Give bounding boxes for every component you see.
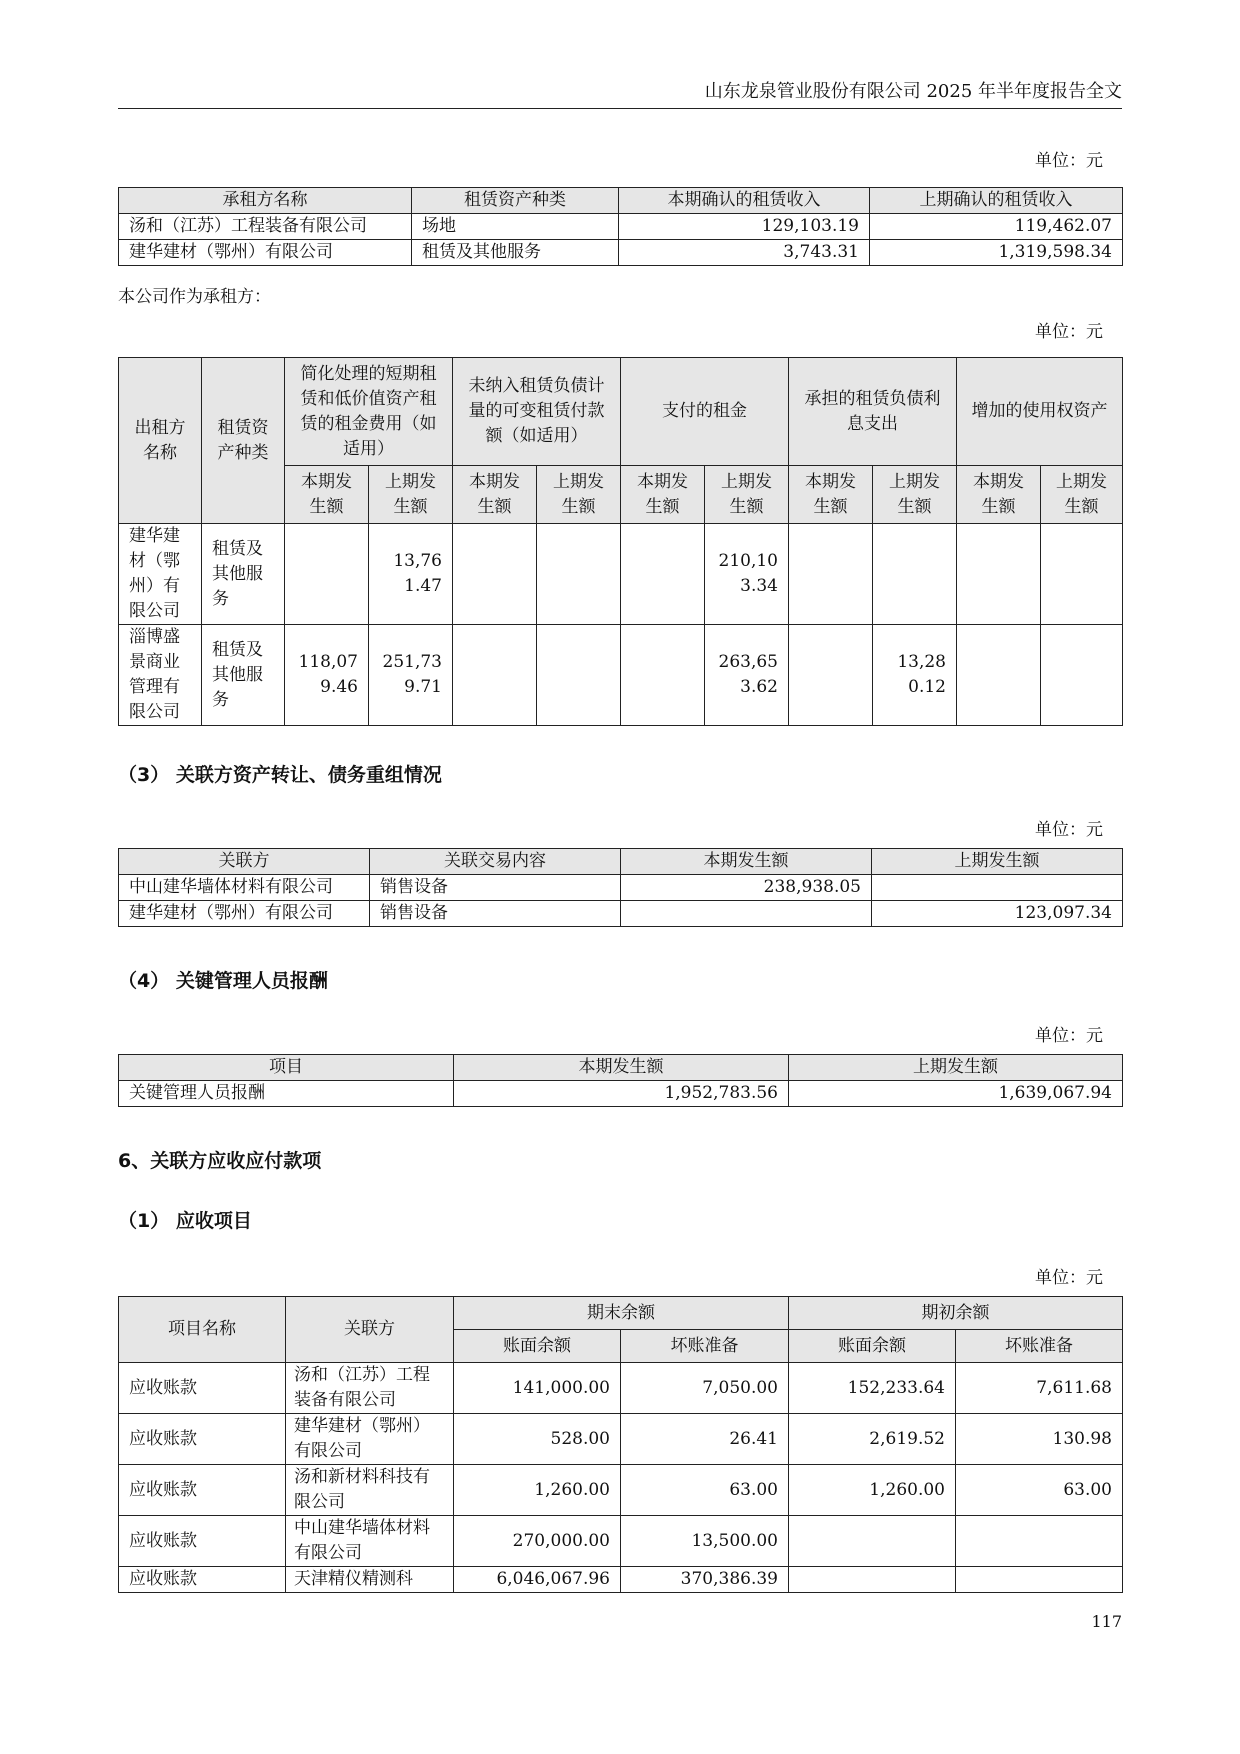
column-header: 上期确认的租赁收入 — [870, 188, 1123, 214]
table-cell: 2,619.52 — [789, 1414, 956, 1465]
table-row — [119, 1414, 1123, 1465]
table-cell: 天津精仪精测科 — [286, 1567, 454, 1593]
table-header-row — [119, 358, 1123, 466]
table-cell: 建华建材（鄂州）有限公司 — [119, 524, 202, 625]
column-header: 本期发生额 — [453, 466, 537, 524]
table-cell: 场地 — [412, 214, 619, 240]
column-header: 关联交易内容 — [370, 849, 621, 875]
table-row — [119, 1363, 1123, 1414]
table-cell: 130.98 — [956, 1414, 1123, 1465]
table-row — [119, 625, 1123, 726]
column-header: 坏账准备 — [956, 1330, 1123, 1363]
table-header-row — [119, 188, 1123, 214]
table-cell: 270,000.00 — [454, 1516, 621, 1567]
table-cell: 13,500.00 — [621, 1516, 789, 1567]
table-cell: 129,103.19 — [619, 214, 870, 240]
column-header: 本期发生额 — [454, 1055, 789, 1081]
column-header: 本期发生额 — [621, 849, 872, 875]
table-cell — [1041, 524, 1123, 625]
column-header: 本期确认的租赁收入 — [619, 188, 870, 214]
page-number: 117 — [1091, 1612, 1122, 1631]
table-cell: 1,260.00 — [789, 1465, 956, 1516]
table-cell — [789, 625, 873, 726]
column-header: 未纳入租赁负债计量的可变租赁付款额（如适用） — [453, 358, 621, 466]
column-header: 坏账准备 — [621, 1330, 789, 1363]
table-row — [119, 875, 1123, 901]
table-cell: 建华建材（鄂州）有限公司 — [119, 240, 412, 266]
table-cell: 3,743.31 — [619, 240, 870, 266]
table-cell: 7,050.00 — [621, 1363, 789, 1414]
table-row — [119, 1081, 1123, 1107]
column-header: 承租方名称 — [119, 188, 412, 214]
table-cell: 汤和（江苏）工程装备有限公司 — [119, 214, 412, 240]
sub-heading: （1） 应收项目 — [118, 1210, 252, 1232]
column-header: 上期发生额 — [789, 1055, 1123, 1081]
lessee-table — [118, 357, 1123, 726]
unit-label: 单位：元 — [1035, 820, 1103, 840]
table-cell — [789, 1567, 956, 1593]
column-header: 上期发生额 — [705, 466, 789, 524]
column-header: 支付的租金 — [621, 358, 789, 466]
table-cell: 应收账款 — [119, 1414, 286, 1465]
section-heading: （4） 关键管理人员报酬 — [118, 970, 328, 992]
table-cell: 关键管理人员报酬 — [119, 1081, 454, 1107]
column-header: 简化处理的短期租赁和低价值资产租赁的租金费用（如适用） — [285, 358, 453, 466]
table-cell — [872, 875, 1123, 901]
receivables-table — [118, 1296, 1123, 1593]
table-cell — [789, 1516, 956, 1567]
table-cell — [956, 1567, 1123, 1593]
table-cell: 汤和（江苏）工程装备有限公司 — [286, 1363, 454, 1414]
unit-label: 单位：元 — [1035, 151, 1103, 171]
table-row — [119, 901, 1123, 927]
column-header: 出租方名称 — [119, 358, 202, 524]
table-row — [119, 240, 1123, 266]
table-cell — [537, 625, 621, 726]
column-header: 上期发生额 — [537, 466, 621, 524]
table-row — [119, 1465, 1123, 1516]
table-cell: 6,046,067.96 — [454, 1567, 621, 1593]
table-row — [119, 1516, 1123, 1567]
column-header: 上期发生额 — [873, 466, 957, 524]
page-header: 山东龙泉管业股份有限公司 2025 年半年度报告全文 — [118, 80, 1122, 109]
table-cell — [957, 524, 1041, 625]
table-header-row — [119, 1297, 1123, 1330]
table-cell: 中山建华墙体材料有限公司 — [119, 875, 370, 901]
column-header: 租赁资产种类 — [202, 358, 285, 524]
column-header: 本期发生额 — [957, 466, 1041, 524]
table-cell: 13,280.12 — [873, 625, 957, 726]
table-cell — [453, 524, 537, 625]
table-header-row — [119, 1055, 1123, 1081]
table-cell: 1,260.00 — [454, 1465, 621, 1516]
table-row — [119, 214, 1123, 240]
table-cell: 263,653.62 — [705, 625, 789, 726]
table-cell: 租赁及其他服务 — [202, 524, 285, 625]
column-header: 本期发生额 — [285, 466, 369, 524]
table-row — [119, 1567, 1123, 1593]
table-cell: 1,319,598.34 — [870, 240, 1123, 266]
key-management-table — [118, 1054, 1123, 1107]
table-cell — [621, 524, 705, 625]
table-cell: 应收账款 — [119, 1363, 286, 1414]
table-cell: 123,097.34 — [872, 901, 1123, 927]
table-cell: 租赁及其他服务 — [412, 240, 619, 266]
column-header: 本期发生额 — [621, 466, 705, 524]
unit-label: 单位：元 — [1035, 1026, 1103, 1046]
table-cell: 汤和新材料科技有限公司 — [286, 1465, 454, 1516]
column-header: 增加的使用权资产 — [957, 358, 1123, 466]
unit-label: 单位：元 — [1035, 1268, 1103, 1288]
table-cell: 63.00 — [621, 1465, 789, 1516]
table-cell: 370,386.39 — [621, 1567, 789, 1593]
section-heading: 6、关联方应收应付款项 — [118, 1150, 322, 1172]
table-cell: 建华建材（鄂州）有限公司 — [119, 901, 370, 927]
table-cell: 淄博盛景商业管理有限公司 — [119, 625, 202, 726]
column-header: 期初余额 — [789, 1297, 1123, 1330]
table-cell — [537, 524, 621, 625]
table-header-row — [119, 849, 1123, 875]
lessee-note: 本公司作为承租方： — [118, 287, 271, 307]
column-header: 账面余额 — [789, 1330, 956, 1363]
table-cell: 63.00 — [956, 1465, 1123, 1516]
table-cell: 销售设备 — [370, 901, 621, 927]
column-header: 期末余额 — [454, 1297, 789, 1330]
table-cell — [453, 625, 537, 726]
column-header: 承担的租赁负债利息支出 — [789, 358, 957, 466]
table-cell: 应收账款 — [119, 1567, 286, 1593]
table-cell: 251,739.71 — [369, 625, 453, 726]
column-header: 上期发生额 — [872, 849, 1123, 875]
table-cell: 销售设备 — [370, 875, 621, 901]
table-cell — [789, 524, 873, 625]
column-header: 项目 — [119, 1055, 454, 1081]
column-header: 账面余额 — [454, 1330, 621, 1363]
column-header: 租赁资产种类 — [412, 188, 619, 214]
column-header: 本期发生额 — [789, 466, 873, 524]
table-cell: 应收账款 — [119, 1516, 286, 1567]
table-cell — [956, 1516, 1123, 1567]
asset-transfer-table — [118, 848, 1123, 927]
column-header: 关联方 — [119, 849, 370, 875]
table-cell: 7,611.68 — [956, 1363, 1123, 1414]
table-cell: 238,938.05 — [621, 875, 872, 901]
table-cell: 118,079.46 — [285, 625, 369, 726]
column-header: 上期发生额 — [1041, 466, 1123, 524]
table-cell: 26.41 — [621, 1414, 789, 1465]
table-cell: 119,462.07 — [870, 214, 1123, 240]
table-cell: 152,233.64 — [789, 1363, 956, 1414]
table-cell: 租赁及其他服务 — [202, 625, 285, 726]
table-cell: 应收账款 — [119, 1465, 286, 1516]
table-cell: 528.00 — [454, 1414, 621, 1465]
table-cell — [957, 625, 1041, 726]
table-cell — [621, 901, 872, 927]
table-cell: 141,000.00 — [454, 1363, 621, 1414]
unit-label: 单位：元 — [1035, 322, 1103, 342]
column-header: 上期发生额 — [369, 466, 453, 524]
table-cell — [285, 524, 369, 625]
section-heading: （3） 关联方资产转让、债务重组情况 — [118, 764, 442, 786]
table-row — [119, 524, 1123, 625]
lease-income-table — [118, 187, 1123, 266]
table-cell — [1041, 625, 1123, 726]
table-cell: 建华建材（鄂州）有限公司 — [286, 1414, 454, 1465]
table-cell — [621, 625, 705, 726]
table-cell: 1,639,067.94 — [789, 1081, 1123, 1107]
column-header: 关联方 — [286, 1297, 454, 1363]
table-cell — [873, 524, 957, 625]
table-cell: 中山建华墙体材料有限公司 — [286, 1516, 454, 1567]
column-header: 项目名称 — [119, 1297, 286, 1363]
table-cell: 210,103.34 — [705, 524, 789, 625]
table-cell: 1,952,783.56 — [454, 1081, 789, 1107]
table-cell: 13,761.47 — [369, 524, 453, 625]
